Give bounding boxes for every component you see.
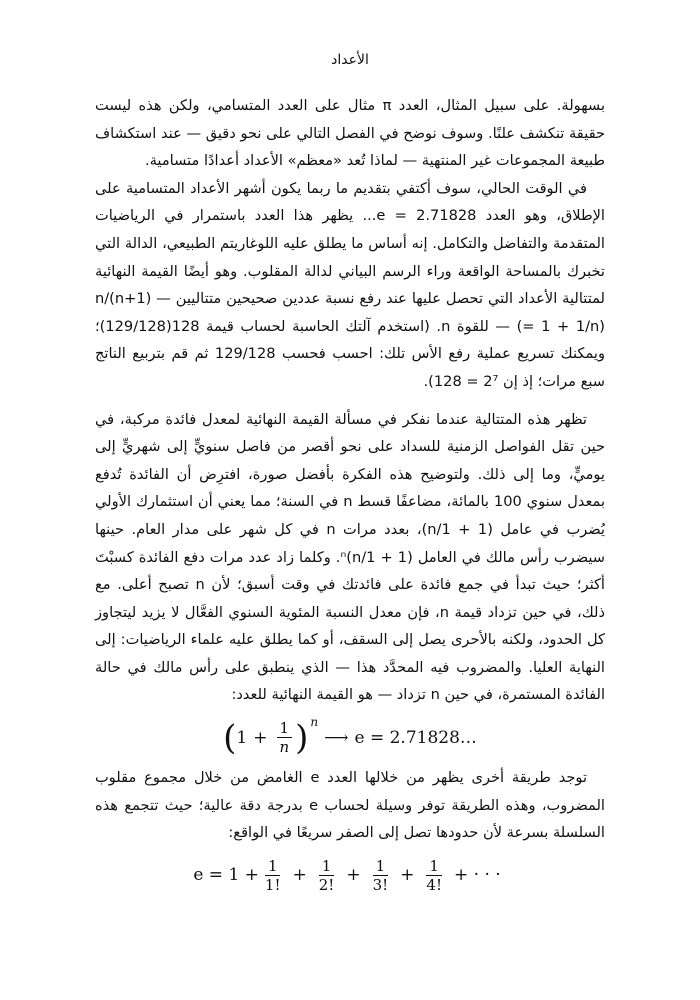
eq1-one: 1 [236, 727, 248, 748]
eq1-den: n [279, 738, 290, 757]
eq2-tail: + · · · [453, 865, 501, 886]
body-text [95, 92, 605, 902]
eq1-plus: + [253, 727, 268, 748]
paragraph-2: في الوقت الحالي، سوف أكتفي بتقديم ما ربما يكون أشهر الأعداد المتسامية على الإطلاق، وهو العدد e = 2.71828... يظهر هذا العدد باستمرار في الرياضيات المتقدمة والتفاضل والتكامل. إنه أساس ما يطلق عليه اللوغاريتم الطبيعي، الدالة التي تخبرك بالمساحة الواقعة وراء الرسم البياني لدالة المقلوب. وهو أيضًا القيمة النهائية لمتتالية الأعداد التي تحصل عليها عند رفع نسبة عددين صحيحين متتاليين — (n+1)/n (= 1 + 1/n) — للقوة n. (استخدم آلتك الحاسبة لحساب قيمة 128(129/128)؛ ويمكنك تسريع عملية رفع الأس تلك: احسب فحسب 129/128 ثم قم بتربيع الناتج سبع مرات؛ إذ إن 2⁷ = 128). [95, 179, 605, 390]
eq1-exponent: n [310, 714, 319, 729]
paragraph-1: بسهولة. على سبيل المثال، العدد π مثال على العدد المتسامي، ولكن هذه ليست حقيقة تنكشف علنًا. وسوف نوضح في الفصل التالي على نحو دقيق — عند استكشاف طبيعة المجموعات غير المنتهية — لماذا تُعد «معظم» الأعداد أعدادًا متسامية. [95, 97, 606, 170]
paragraph-4: توجد طريقة أخرى يظهر من خلالها العدد e الغامض من خلال مجموع مقلوب المضروب، وهذه الطريقة توفر وسيلة لحساب e بدرجة دقة عالية؛ حيث تتجمع هذه السلسلة بسرعة لأن حدودها تصل إلى الصفر سريعًا في الواقع: [95, 769, 605, 842]
equation-limit: ( 1 + $\frac{1}{n}$ ) n ⟶ e = 2.71828… [95, 719, 605, 756]
eq1-num: 1 [277, 719, 293, 738]
eq2-term-3-num: 1 [373, 857, 389, 876]
eq2-term-1 [262, 857, 284, 894]
eq2-term-3 [370, 857, 392, 894]
eq2-term-2-num: 1 [319, 857, 335, 876]
eq2-term-2 [316, 857, 338, 894]
eq2-term-2-den: 2! [318, 875, 335, 894]
running-header: الأعداد [331, 52, 369, 68]
eq2-lhs: e = 1 + [193, 865, 259, 886]
eq1-arrow: ⟶ [324, 727, 349, 748]
eq2-term-3-den: 3! [372, 875, 389, 894]
eq2-term-1-num: 1 [265, 857, 281, 876]
equation-series: e = 1 + $\frac{1}{1!}$ + $\frac{1}{2!}$ + $\frac{1}{3!}$ + $\frac{1}{4!}$ + · · · [193, 856, 501, 894]
eq1-rhs: e = 2.71828… [354, 727, 477, 748]
eq1-fraction [276, 719, 292, 756]
eq2-term-1-den: 1! [264, 875, 281, 894]
eq2-term-4-den: 4! [426, 875, 442, 894]
eq2-term-4 [423, 857, 445, 894]
eq2-term-4-num: 1 [426, 857, 442, 876]
paragraph-3: تظهر هذه المتتالية عندما نفكر في مسألة القيمة النهائية لمعدل فائدة مركبة، في حين تقل الفواصل الزمنية للسداد على نحو أقصر من فاصل سنويٍّ إلى شهريٍّ إلى يوميٍّ، وما إلى ذلك. ولتوضيح هذه الفكرة بأفضل صورة، افترِض أن الفائدة تُدفع بمعدل سنوي 100 بالمائة، مضاعفًا قسط n في السنة؛ مما يعني أن استثمارك الأولي يُضرب في عامل (1 + 1/n)، بعدد مرات n في كل شهر على مدار العام. حينها سيضرب رأس مالك في العامل (1 + 1/n)ⁿ. وكلما زاد عدد مرات دفع الفائدة كسبْتَ أكثر؛ حيث تبدأ في جمع فائدة على فائدتك في وقت أسبق؛ لأن n تصبح أعلى. مع ذلك، في حين تزداد قيمة n، فإن معدل النسبة المئوية السنوي الفعَّال لا يزيد ليتجاوز كل الحدود، ولكنه بالأحرى يصل إلى السقف، أو كما يطلق عليه علماء الرياضيات: إلى النهاية العليا. والمضروب فيه المحدَّد هذا — الذي ينطبق على رأس مالك في حالة الفائدة المستمرة، في حين n تزداد — هو القيمة النهائية للعدد: [95, 410, 606, 704]
